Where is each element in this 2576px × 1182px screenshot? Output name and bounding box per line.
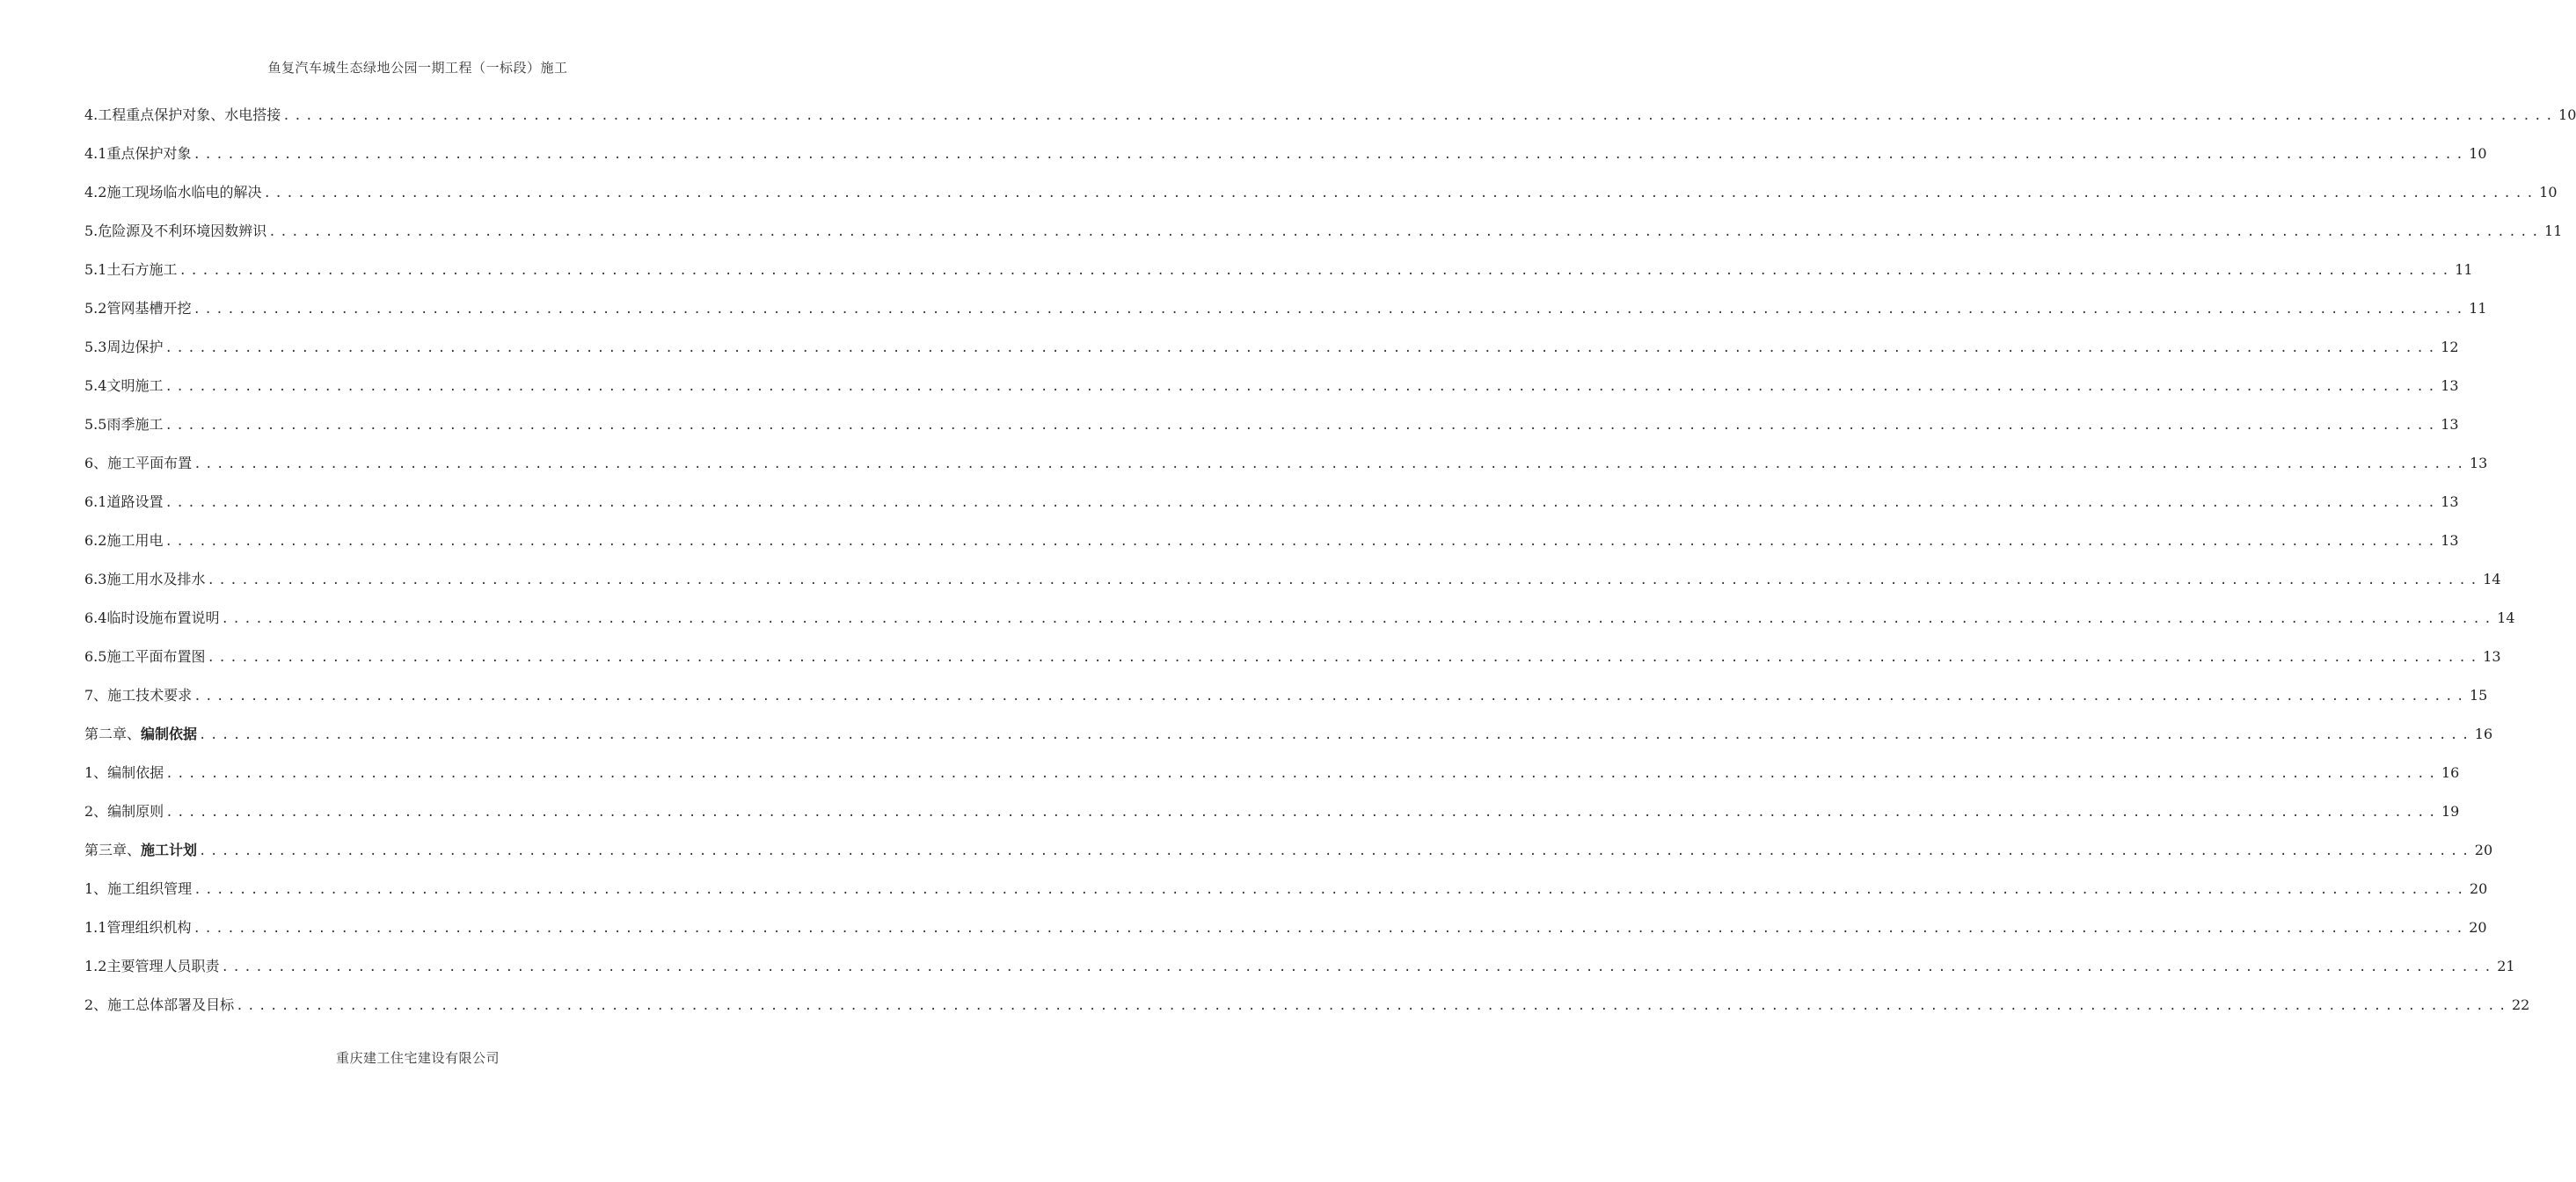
toc-page-number: 11 [2455, 261, 2473, 278]
toc-page-number: 14 [2497, 609, 2515, 626]
toc-page-number: 13 [2469, 455, 2488, 471]
toc-entry[interactable] [84, 528, 2459, 566]
toc-page-number: 13 [2441, 493, 2459, 510]
toc-entry[interactable] [84, 450, 2488, 489]
toc-entry-title: 5.1土石方施工 [84, 261, 178, 278]
toc-dot-leader: ........................................................................................................................................................................................................ [199, 728, 2473, 742]
toc-dot-leader: ........................................................................................................................................................................................................ [221, 612, 2496, 626]
toc-dot-leader: ........................................................................................................................................................................................................ [164, 535, 2440, 549]
toc-page-number: 11 [2544, 223, 2563, 239]
toc-page-number: 15 [2469, 687, 2488, 704]
toc-dot-leader: ........................................................................................................................................................................................................ [193, 457, 2468, 471]
toc-entry[interactable] [84, 373, 2459, 412]
toc-entry[interactable] [84, 566, 2501, 605]
toc-entry-title: 5.4文明施工 [84, 377, 164, 394]
toc-dot-leader: ........................................................................................................................................................................................................ [193, 303, 2468, 317]
toc-page-number: 14 [2483, 571, 2501, 587]
toc-entry-title: 4.1重点保护对象 [84, 145, 192, 162]
toc-entry-title: 4.工程重点保护对象、水电搭接 [84, 106, 281, 123]
toc-dot-leader: ........................................................................................................................................................................................................ [199, 844, 2473, 858]
toc-dot-leader: ........................................................................................................................................................................................................ [282, 109, 2558, 123]
toc-entry[interactable] [84, 334, 2459, 373]
toc-page-number: 12 [2441, 339, 2459, 355]
toc-entry-title: 5.危险源及不利环境因数辨识 [84, 223, 267, 239]
toc-entry-title: 6.3施工用水及排水 [84, 571, 206, 587]
toc-entry[interactable] [84, 218, 2563, 257]
toc-entry-title: 2、编制原则 [84, 803, 164, 820]
toc-entry-title: 2、施工总体部署及目标 [84, 996, 235, 1013]
toc-entry[interactable] [84, 489, 2459, 528]
toc-dot-leader: ........................................................................................................................................................................................................ [193, 922, 2468, 936]
toc-entry-title: 1、施工组织管理 [84, 880, 193, 897]
toc-entry-title: 6.1道路设置 [84, 493, 164, 510]
toc-dot-leader: ........................................................................................................................................................................................................ [193, 148, 2468, 162]
toc-entry-title: 5.2管网基槽开挖 [84, 300, 192, 317]
toc-entry-title: 5.3周边保护 [84, 339, 164, 355]
toc-entry-title: 1、编制依据 [84, 764, 164, 781]
toc-entry-title: 1.1管理组织机构 [84, 919, 192, 936]
toc-entry[interactable] [84, 257, 2473, 296]
toc-entry-prefix: 第三章、 [84, 842, 142, 858]
toc-page-number: 13 [2441, 416, 2459, 433]
toc-entry-title: 6.5施工平面布置图 [84, 648, 206, 665]
toc-entry-title: 1.2主要管理人员职责 [84, 958, 220, 974]
toc-dot-leader: ........................................................................................................................................................................................................ [193, 883, 2468, 897]
toc-page-number: 16 [2474, 726, 2493, 742]
toc-dot-leader: ........................................................................................................................................................................................................ [268, 225, 2543, 239]
page-footer: 重庆建工住宅建设有限公司 [335, 1050, 500, 1066]
toc-page-number: 19 [2441, 803, 2460, 820]
toc-page-number: 16 [2441, 764, 2460, 781]
toc-page-number: 13 [2483, 648, 2501, 665]
toc-entry[interactable] [84, 953, 2515, 992]
toc-entry[interactable] [84, 799, 2460, 837]
toc-entry[interactable] [84, 605, 2515, 644]
toc-page-number: 22 [2511, 996, 2530, 1013]
toc-page-number: 21 [2497, 958, 2515, 974]
toc-dot-leader: ........................................................................................................................................................................................................ [165, 767, 2440, 781]
toc-entry[interactable] [84, 876, 2488, 915]
toc-entry[interactable] [84, 915, 2487, 953]
toc-page-number: 13 [2441, 532, 2459, 549]
toc-dot-leader: ........................................................................................................................................................................................................ [207, 651, 2482, 665]
toc-page-number: 11 [2469, 300, 2487, 317]
toc-dot-leader: ........................................................................................................................................................................................................ [165, 806, 2440, 820]
toc-dot-leader: ........................................................................................................................................................................................................ [263, 186, 2538, 201]
toc-page-number: 13 [2441, 377, 2459, 394]
toc-dot-leader: ........................................................................................................................................................................................................ [221, 960, 2496, 974]
toc-entry-title: 4.2施工现场临水临电的解决 [84, 184, 262, 201]
toc-dot-leader: ........................................................................................................................................................................................................ [164, 419, 2440, 433]
toc-entry[interactable] [84, 721, 2493, 760]
toc-entry-title: 7、施工技术要求 [84, 687, 193, 704]
toc-page-number: 10 [2558, 106, 2576, 123]
toc-entry[interactable] [84, 837, 2493, 876]
toc-dot-leader: ........................................................................................................................................................................................................ [207, 573, 2482, 587]
toc-entry-title: 5.5雨季施工 [84, 416, 164, 433]
toc-entry[interactable] [84, 760, 2460, 799]
toc-entry[interactable] [84, 141, 2487, 179]
toc-page-number: 20 [2469, 880, 2488, 897]
toc-dot-leader: ........................................................................................................................................................................................................ [179, 264, 2454, 278]
toc-entry-title: 6、施工平面布置 [84, 455, 193, 471]
toc-page-number: 20 [2474, 842, 2493, 858]
toc-dot-leader: ........................................................................................................................................................................................................ [164, 341, 2440, 355]
toc-entry[interactable] [84, 296, 2487, 334]
toc-entry-title: 编制依据 [141, 726, 198, 742]
toc-entry-prefix: 第二章、 [84, 726, 142, 742]
toc-entry[interactable] [84, 102, 2576, 141]
toc-entry[interactable] [84, 992, 2530, 1031]
toc-dot-leader: ........................................................................................................................................................................................................ [164, 380, 2440, 394]
toc-page-number: 10 [2539, 184, 2558, 201]
toc-page-number: 20 [2469, 919, 2487, 936]
toc-page-number: 10 [2469, 145, 2487, 162]
toc-dot-leader: ........................................................................................................................................................................................................ [193, 690, 2468, 704]
toc-dot-leader: ........................................................................................................................................................................................................ [164, 496, 2440, 510]
toc-entry[interactable] [84, 644, 2501, 682]
toc-entry[interactable] [84, 682, 2488, 721]
toc-entry-title: 6.2施工用电 [84, 532, 164, 549]
toc-entry[interactable] [84, 179, 2558, 218]
table-of-contents [84, 102, 2576, 1031]
toc-entry-title: 6.4临时设施布置说明 [84, 609, 220, 626]
page-header: 鱼复汽车城生态绿地公园一期工程（一标段）施工 [267, 60, 568, 76]
toc-entry[interactable] [84, 412, 2459, 450]
toc-entry-title: 施工计划 [141, 842, 198, 858]
toc-dot-leader: ........................................................................................................................................................................................................ [236, 999, 2510, 1013]
